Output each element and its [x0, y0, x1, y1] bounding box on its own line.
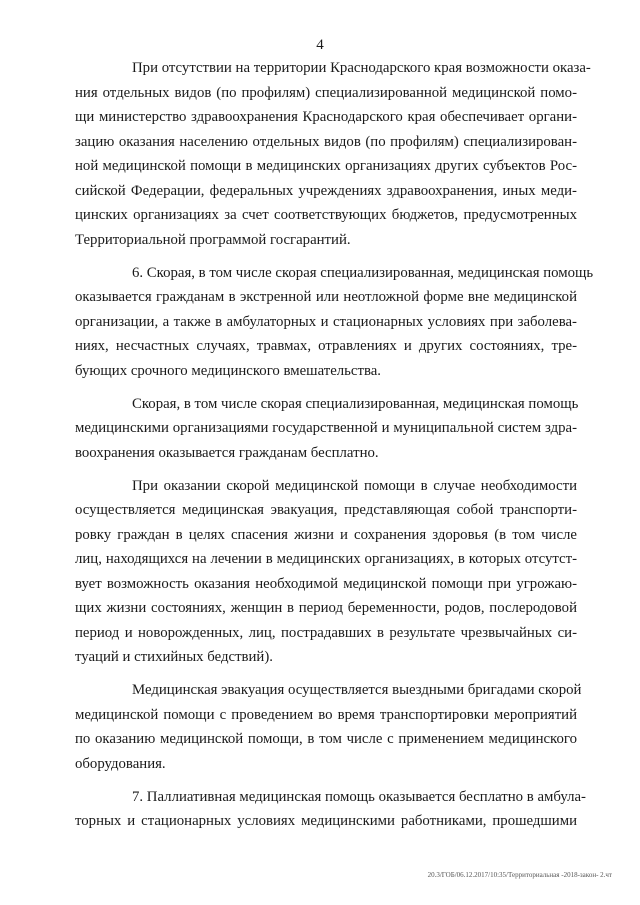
- text-line: щих жизни состояниях, женщин в период беременности, родов, послеродовой: [75, 600, 577, 616]
- paragraph: [75, 474, 577, 670]
- page-number: 4: [316, 37, 324, 53]
- text-line: торных и стационарных условиях медицинскими работниками, прошедшими: [75, 813, 577, 829]
- text-line: Территориальной программой госгарантий.: [75, 231, 351, 248]
- text-line: вует возможность оказания необходимой медицинской помощи при угрожаю-: [75, 575, 577, 592]
- paragraph-gap: [75, 670, 577, 679]
- paragraph: [75, 678, 582, 776]
- text-line: Медицинская эвакуация осуществляется выездными бригадами скорой: [132, 682, 582, 698]
- paragraph: [75, 261, 594, 384]
- paragraph-gap: [75, 465, 577, 474]
- text-line: При оказании скорой медицинской помощи в случае необходимости: [132, 477, 577, 494]
- text-line: цинских организациях за счет соответствующих бюджетов, предусмотренных: [75, 207, 577, 223]
- text-line: оборудования.: [75, 755, 166, 772]
- text-line: Скорая, в том числе скорая специализированная, медицинская помощь: [132, 395, 579, 412]
- text-line: туаций и стихийных бедствий).: [75, 649, 273, 665]
- text-line: оказывается гражданам в экстренной или неотложной форме вне медицинской: [75, 289, 577, 305]
- text-line: 7. Паллиативная медицинская помощь оказывается бесплатно в амбула-: [132, 788, 586, 805]
- text-line: щи министерство здравоохранения Краснодарского края обеспечивает органи-: [75, 109, 577, 125]
- footer-file-stamp: 20.3/ГОБ/06.12.2017/10:35/Территориальная -2018-закон- 2.чт: [427, 871, 612, 879]
- text-line: ровку граждан в целях спасения жизни и сохранения здоровья (в том числе: [75, 526, 577, 543]
- text-line: 6. Скорая, в том числе скорая специализированная, медицинская помощь: [132, 264, 594, 281]
- text-line: ния отдельных видов (по профилям) специализированной медицинской помо-: [75, 84, 577, 101]
- text-line: зацию оказания населению отдельных видов (по профилям) специализирован-: [75, 133, 577, 150]
- text-line: период и новорожденных, лиц, пострадавших в результате чрезвычайных си-: [75, 624, 577, 641]
- text-line: по оказанию медицинской помощи, в том числе с применением медицинского: [75, 731, 577, 747]
- text-line: бующих срочного медицинского вмешательства.: [75, 362, 382, 379]
- paragraph-gap: [75, 383, 577, 392]
- text-line: медицинскими организациями государственной и муниципальной систем здра-: [75, 420, 577, 436]
- text-line: воохранения оказывается гражданам бесплатно.: [75, 444, 379, 461]
- text-line: медицинской помощи с проведением во время транспортировки мероприятий: [75, 706, 577, 723]
- text-line: ной медицинской помощи в медицинских организациях других субъектов Рос-: [75, 158, 577, 174]
- paragraph-gap: [75, 776, 577, 785]
- paragraph: [75, 785, 586, 834]
- text-line: При отсутствии на территории Краснодарского края возможности оказа-: [132, 60, 591, 76]
- text-line: организации, а также в амбулаторных и стационарных условиях при заболева-: [75, 313, 577, 330]
- text-line: осуществляется медицинская эвакуация, представляющая собой транспорти-: [75, 502, 577, 518]
- document-body: [75, 56, 594, 834]
- text-line: ниях, несчастных случаях, травмах, отравлениях и других состояниях, тре-: [75, 338, 577, 354]
- paragraph-gap: [75, 252, 577, 261]
- text-line: сийской Федерации, федеральных учреждениях здравоохранения, иных меди-: [75, 182, 577, 199]
- paragraph: [75, 56, 591, 252]
- text-line: лиц, находящихся на лечении в медицинских организациях, в которых отсутст-: [75, 551, 577, 567]
- paragraph: [75, 392, 577, 466]
